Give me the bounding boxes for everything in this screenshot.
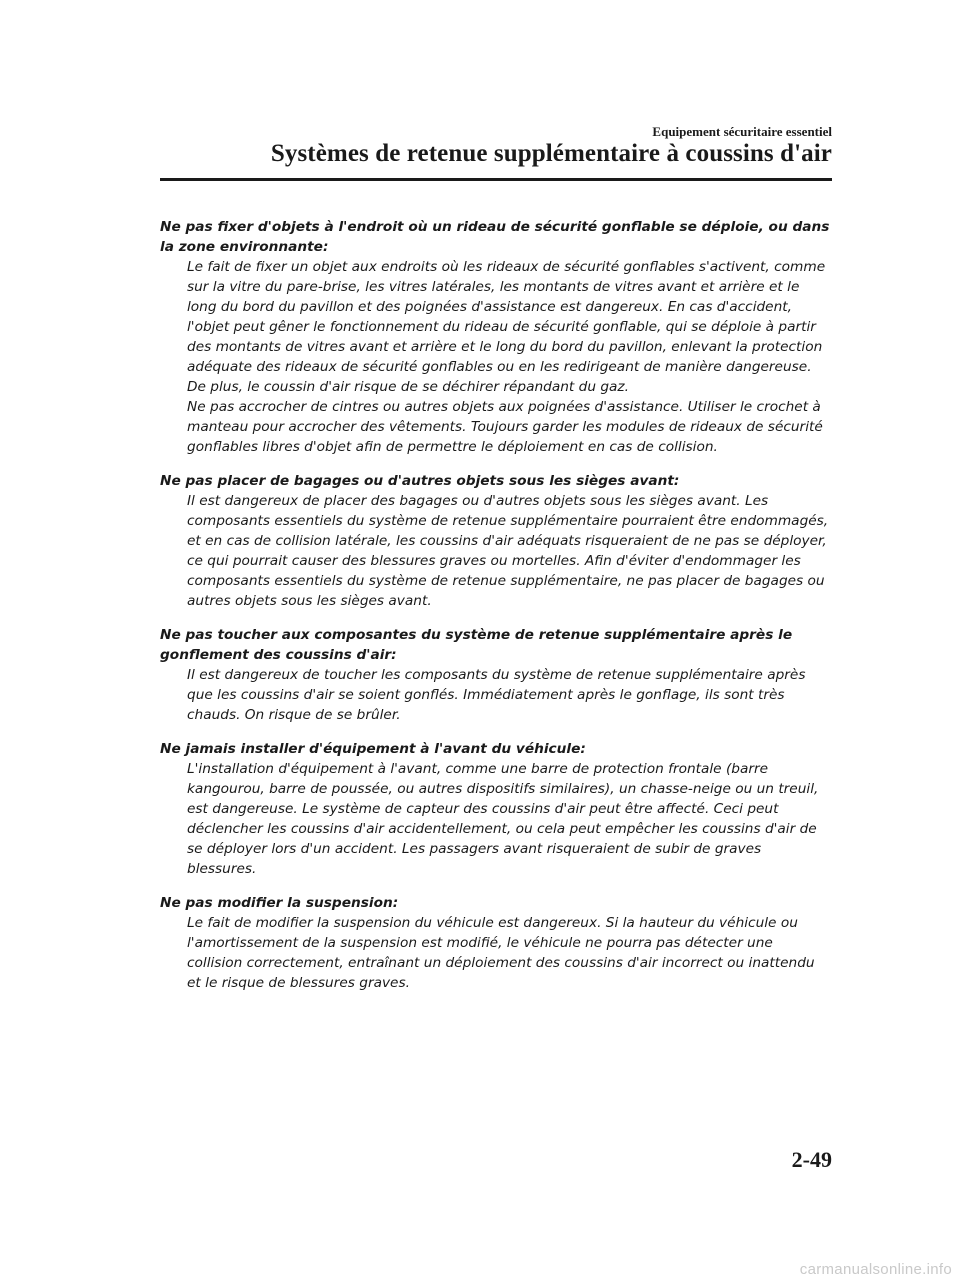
warning-section-front-equipment	[160, 739, 832, 879]
warning-section-under-seats	[160, 471, 832, 611]
section-subtitle: Equipement sécuritaire essentiel	[652, 124, 832, 139]
warning-heading: Ne pas modifier la suspension:	[160, 895, 399, 911]
warning-paragraph: Le fait de fixer un objet aux endroits où les rideaux de sécurité gonflables s'activent, comme sur la vitre du pare-brise, les vitres latérales, les montants de vitres avant et arrière et le long du bord du pavillon et des poignées d'assistance est dangereux. En cas d'accident, l'objet peut gêner le fonctionnement du rideau de sécurité gonflable, qui se déploie à partir des montants de vitres avant et arrière et le long du bord du pavillon, enlevant la protection adéquate des rideaux de sécurité gonflables ou en les redirigeant de manière dangereuse. De plus, le coussin d'air risque de se déchirer répandant du gaz.	[187, 259, 826, 395]
warning-heading: Ne pas placer de bagages ou d'autres objets sous les sièges avant:	[160, 473, 680, 489]
warning-paragraph: Le fait de modifier la suspension du véhicule est dangereux. Si la hauteur du véhicule ou l'amortissement de la suspension est modifié, le véhicule ne pourra pas détecter une collision correctement, entraînant un déploiement des coussins d'air incorrect ou inattendu et le risque de blessures graves.	[187, 915, 815, 991]
warning-paragraph: L'installation d'équipement à l'avant, comme une barre de protection frontale (barre kangourou, barre de poussée, ou autres dispositifs similaires), un chasse-neige ou un treuil, est dangereuse. Le système de capteur des coussins d'air peut être affecté. Ceci peut déclencher les coussins d'air accidentellement, ou cela peut empêcher les coussins d'air de se déployer lors d'un accident. Les passagers avant risqueraient de subir de graves blessures.	[187, 761, 819, 877]
warning-section-curtain-airbag	[160, 217, 832, 457]
warning-content	[160, 217, 832, 1007]
warning-heading: Ne pas toucher aux composantes du système de retenue supplémentaire après le gonflement des coussins d'air:	[160, 627, 793, 663]
warning-heading: Ne pas fixer d'objets à l'endroit où un rideau de sécurité gonflable se déploie, ou dans la zone environnante:	[160, 219, 830, 255]
page-number: 2-49	[791, 1147, 832, 1172]
warning-paragraph: Il est dangereux de placer des bagages ou d'autres objets sous les sièges avant. Les composants essentiels du système de retenue supplémentaire pourraient être endommagés, et en cas de collision latérale, les coussins d'air adéquats risqueraient de ne pas se déployer, ce qui pourrait causer des blessures graves ou mortelles. Afin d'éviter d'endommager les composants essentiels du système de retenue supplémentaire, ne pas placer de bagages ou autres objets sous les sièges avant.	[187, 493, 829, 609]
header-divider	[160, 178, 832, 181]
watermark: carmanualsonline.info	[799, 1261, 952, 1278]
page-title: Systèmes de retenue supplémentaire à coussins d'air	[270, 140, 832, 167]
warning-section-after-inflation	[160, 625, 832, 725]
warning-paragraph: Il est dangereux de toucher les composants du système de retenue supplémentaire après que les coussins d'air se soient gonflés. Immédiatement après le gonflage, ils sont très chauds. On risque de se brûler.	[187, 667, 806, 723]
warning-paragraph: Ne pas accrocher de cintres ou autres objets aux poignées d'assistance. Utiliser le crochet à manteau pour accrocher des vêtements. Toujours garder les modules de rideaux de sécurité gonflables libres d'objet afin de permettre le déploiement en cas de collision.	[187, 399, 823, 455]
warning-section-suspension	[160, 893, 832, 993]
warning-heading: Ne jamais installer d'équipement à l'avant du véhicule:	[160, 741, 586, 757]
